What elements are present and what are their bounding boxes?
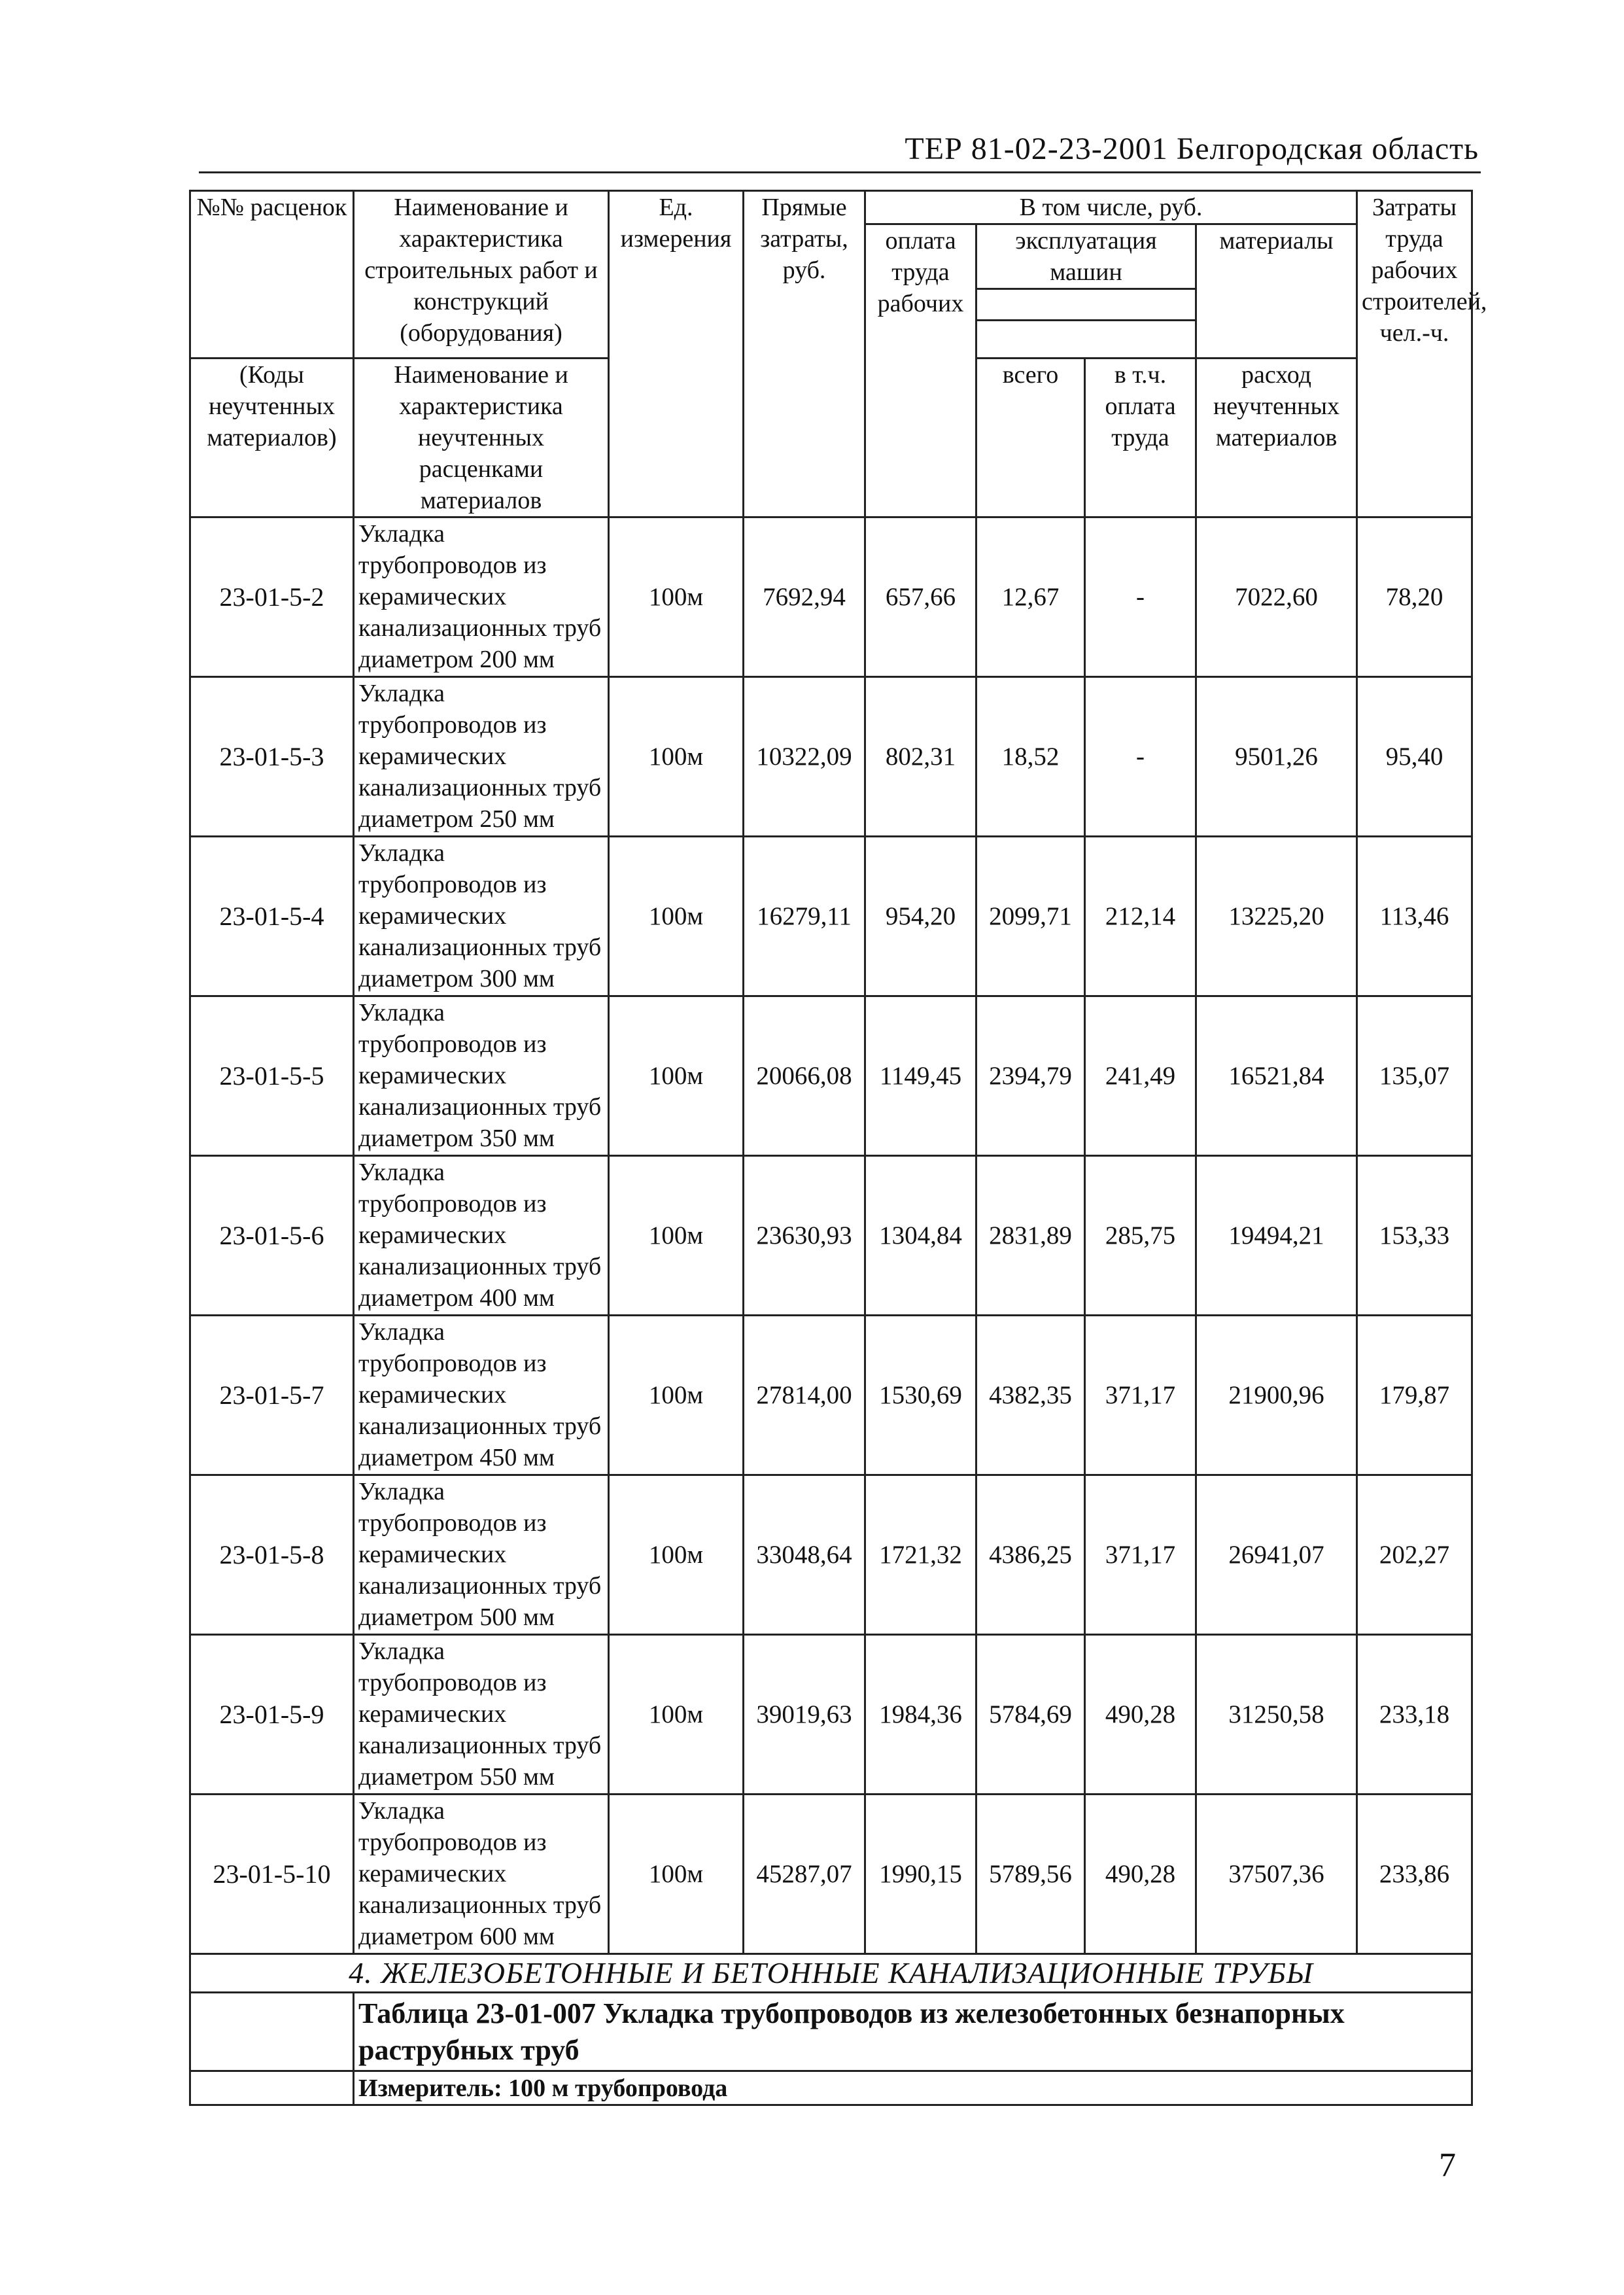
machines-pay-value: - (1085, 517, 1196, 677)
labor-cost-value: 153,33 (1357, 1156, 1472, 1316)
header-machines-spacer-2 (976, 321, 1196, 359)
labor-cost-value: 113,46 (1357, 837, 1472, 996)
work-name: Укладка трубопроводов из керамических канализационных труб диаметром 250 мм (354, 677, 609, 837)
machines-total-value: 2394,79 (976, 996, 1085, 1156)
unit-value: 100м (609, 837, 744, 996)
labor-pay-value: 954,20 (865, 837, 976, 996)
direct-costs-value: 7692,94 (744, 517, 865, 677)
header-unaccounted-code: (Коды неучтенных материалов) (190, 359, 354, 517)
materials-value: 37507,36 (1196, 1795, 1357, 1954)
rate-code: 23-01-5-4 (190, 837, 354, 996)
header-machines-total: всего (976, 359, 1085, 517)
labor-pay-value: 1149,45 (865, 996, 976, 1156)
table-row (190, 1316, 1472, 1475)
work-name: Укладка трубопроводов из керамических канализационных труб диаметром 350 мм (354, 996, 609, 1156)
rate-code: 23-01-5-7 (190, 1316, 354, 1475)
rate-code: 23-01-5-9 (190, 1635, 354, 1795)
direct-costs-value: 39019,63 (744, 1635, 865, 1795)
labor-cost-value: 78,20 (1357, 517, 1472, 677)
labor-cost-value: 135,07 (1357, 996, 1472, 1156)
unit-value: 100м (609, 1475, 744, 1635)
work-name: Укладка трубопроводов из керамических канализационных труб диаметром 500 мм (354, 1475, 609, 1635)
machines-pay-value: 212,14 (1085, 837, 1196, 996)
table-title-spacer (190, 1993, 354, 2071)
machines-total-value: 4382,35 (976, 1316, 1085, 1475)
labor-cost-value: 179,87 (1357, 1316, 1472, 1475)
labor-cost-value: 95,40 (1357, 677, 1472, 837)
machines-total-value: 5789,56 (976, 1795, 1085, 1954)
header-machines-spacer (976, 289, 1196, 321)
direct-costs-value: 20066,08 (744, 996, 865, 1156)
document-header: ТЕР 81-02-23-2001 Белгородская область (905, 131, 1479, 166)
header-name: Наименование и характеристика строительных работ и конструкций (оборудования) (354, 191, 609, 359)
materials-value: 7022,60 (1196, 517, 1357, 677)
table-row (190, 1635, 1472, 1795)
unit-value: 100м (609, 677, 744, 837)
table-row (190, 1795, 1472, 1954)
work-name: Укладка трубопроводов из керамических канализационных труб диаметром 450 мм (354, 1316, 609, 1475)
machines-pay-value: 490,28 (1085, 1795, 1196, 1954)
work-name: Укладка трубопроводов из керамических канализационных труб диаметром 200 мм (354, 517, 609, 677)
header-machines-pay: в т.ч. оплата труда (1085, 359, 1196, 517)
rates-table (189, 190, 1487, 2106)
direct-costs-value: 45287,07 (744, 1795, 865, 1954)
direct-costs-value: 33048,64 (744, 1475, 865, 1635)
materials-value: 19494,21 (1196, 1156, 1357, 1316)
labor-pay-value: 1990,15 (865, 1795, 976, 1954)
materials-value: 21900,96 (1196, 1316, 1357, 1475)
unit-value: 100м (609, 1795, 744, 1954)
unit-value: 100м (609, 1156, 744, 1316)
machines-pay-value: 371,17 (1085, 1316, 1196, 1475)
machines-total-value: 2831,89 (976, 1156, 1085, 1316)
direct-costs-value: 10322,09 (744, 677, 865, 837)
materials-value: 13225,20 (1196, 837, 1357, 996)
labor-pay-value: 1984,36 (865, 1635, 976, 1795)
measure-spacer (190, 2071, 354, 2105)
rate-code: 23-01-5-8 (190, 1475, 354, 1635)
work-name: Укладка трубопроводов из керамических канализационных труб диаметром 550 мм (354, 1635, 609, 1795)
materials-value: 31250,58 (1196, 1635, 1357, 1795)
header-unit: Ед. измерения (609, 191, 744, 517)
header-unaccounted-consumption: расход неучтенных материалов (1196, 359, 1357, 517)
header-direct-costs: Прямые затраты, руб. (744, 191, 865, 517)
unit-value: 100м (609, 1316, 744, 1475)
rate-code: 23-01-5-2 (190, 517, 354, 677)
header-rule (199, 171, 1481, 173)
machines-total-value: 12,67 (976, 517, 1085, 677)
labor-pay-value: 802,31 (865, 677, 976, 837)
table-row (190, 1156, 1472, 1316)
table-row (190, 996, 1472, 1156)
header-materials: материалы (1196, 224, 1357, 359)
machines-pay-value: 285,75 (1085, 1156, 1196, 1316)
table-title: Таблица 23-01-007 Укладка трубопроводов из железобетонных безнапорных раструбных труб (354, 1993, 1472, 2071)
labor-pay-value: 1530,69 (865, 1316, 976, 1475)
machines-pay-value: 241,49 (1085, 996, 1196, 1156)
rate-code: 23-01-5-10 (190, 1795, 354, 1954)
measure-unit: Измеритель: 100 м трубопровода (354, 2071, 1472, 2105)
table-row (190, 517, 1472, 677)
machines-pay-value: 490,28 (1085, 1635, 1196, 1795)
rate-code: 23-01-5-5 (190, 996, 354, 1156)
table-row (190, 677, 1472, 837)
labor-pay-value: 1721,32 (865, 1475, 976, 1635)
labor-pay-value: 657,66 (865, 517, 976, 677)
header-labor-pay: оплата труда рабочих (865, 224, 976, 517)
unit-value: 100м (609, 996, 744, 1156)
machines-total-value: 2099,71 (976, 837, 1085, 996)
labor-pay-value: 1304,84 (865, 1156, 976, 1316)
labor-cost-value: 202,27 (1357, 1475, 1472, 1635)
machines-pay-value: - (1085, 677, 1196, 837)
table-row (190, 837, 1472, 996)
direct-costs-value: 16279,11 (744, 837, 865, 996)
machines-total-value: 18,52 (976, 677, 1085, 837)
section-title: 4. ЖЕЛЕЗОБЕТОННЫЕ И БЕТОННЫЕ КАНАЛИЗАЦИОННЫЕ ТРУБЫ (190, 1954, 1472, 1993)
work-name: Укладка трубопроводов из керамических канализационных труб диаметром 300 мм (354, 837, 609, 996)
machines-total-value: 5784,69 (976, 1635, 1085, 1795)
materials-value: 16521,84 (1196, 996, 1357, 1156)
work-name: Укладка трубопроводов из керамических канализационных труб диаметром 600 мм (354, 1795, 609, 1954)
materials-value: 9501,26 (1196, 677, 1357, 837)
header-code: №№ расценок (190, 191, 354, 359)
direct-costs-value: 27814,00 (744, 1316, 865, 1475)
header-unaccounted-name: Наименование и характеристика неучтенных расценками материалов (354, 359, 609, 517)
rate-code: 23-01-5-6 (190, 1156, 354, 1316)
page-number: 7 (1439, 2146, 1456, 2184)
machines-pay-value: 371,17 (1085, 1475, 1196, 1635)
materials-value: 26941,07 (1196, 1475, 1357, 1635)
labor-cost-value: 233,18 (1357, 1635, 1472, 1795)
labor-cost-value: 233,86 (1357, 1795, 1472, 1954)
unit-value: 100м (609, 1635, 744, 1795)
direct-costs-value: 23630,93 (744, 1156, 865, 1316)
header-labor-cost: Затраты труда рабочих строителей, чел.-ч. (1357, 191, 1472, 517)
header-including: В том числе, руб. (865, 191, 1357, 224)
unit-value: 100м (609, 517, 744, 677)
header-machines: эксплуатация машин (976, 224, 1196, 289)
work-name: Укладка трубопроводов из керамических канализационных труб диаметром 400 мм (354, 1156, 609, 1316)
rate-code: 23-01-5-3 (190, 677, 354, 837)
machines-total-value: 4386,25 (976, 1475, 1085, 1635)
table-row (190, 1475, 1472, 1635)
